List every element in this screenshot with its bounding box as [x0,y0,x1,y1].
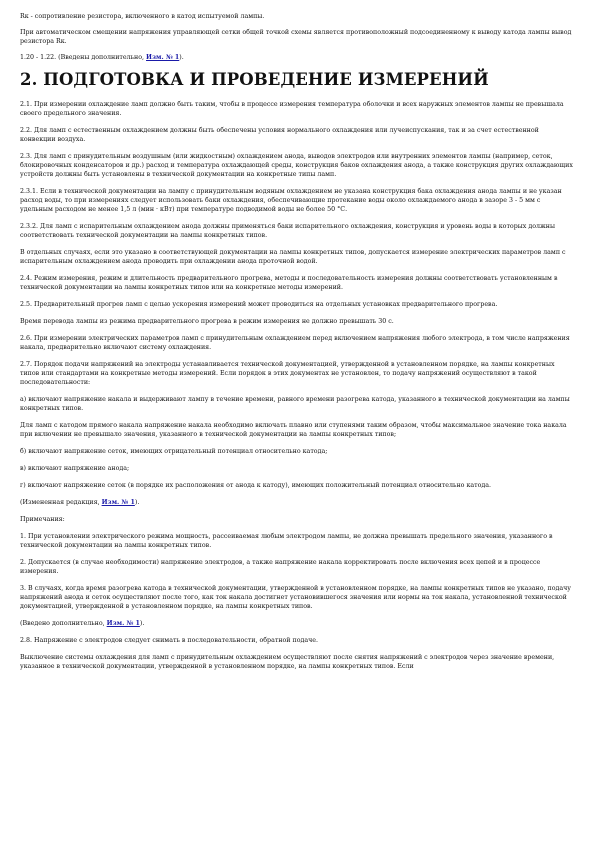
paragraph: 2.8. Напряжение с электродов следует снимать в последовательности, обратной подаче. [20,637,319,644]
change-prefix: (Введено дополнительно, [20,620,107,627]
notes-title: Примечания: [20,516,65,523]
paragraph: В отдельных случаях, если это указано в соответствующей документации на лампы конкретных типов, допускается измерение электрических параметров ламп с испарительным охлаждением анода проводить при охлаждении анода проточной водой. [20,249,566,265]
change-prefix: 1.20 - 1.22. (Введены дополнительно, [20,54,147,61]
change-prefix: (Измененная редакция, [20,499,102,506]
paragraph: Время перевода лампы из режима предварительного прогрева в режим измерения не должно превышать 30 с. [20,318,394,325]
intro-line-2: При автоматическом смещении напряжения управляющей сетки общей точкой схемы является противоположный подсоединенному к выводу катода лампы вывод резистора Rк. [20,29,572,45]
note-item: 1. При установлении электрического режима мощность, рассеиваемая любым электродом лампы, не должна превышать предельного значения, указанного в технической документации на лампы конкретных типов. [20,533,553,549]
paragraph: 2.3.1. Если в технической документации на лампу с принудительным водяным охлаждением не указана конструкция бака охлаждения анода лампы и не указан расход воды, то при измерениях следует использовать баки охлаждения, обеспечивающие протекание воды около охлаждаемого анода в зазоре 3 - 5 мм с удельным расходом не менее 1,5 л (мин · кВт) при температуре подводимой воды не более 50 °С. [20,188,562,213]
paragraph: 2.1. При измерении охлаждение ламп должно быть таким, чтобы в процессе измерения температура оболочки и всех наружных элементов лампы не превышала своего предельного значения. [20,101,564,117]
note-item: 2. Допускается (в случае необходимости) напряжение электродов, а также напряжение накала корректировать после включения всех цепей и в процессе измерения. [20,559,541,575]
section-body-b [20,636,575,671]
change-suffix: ). [139,620,145,627]
change-note-2 [20,619,575,628]
intro-change-note [20,53,575,62]
paragraph: б) включают напряжение сеток, имеющих отрицательный потенциал относительно катода; [20,448,328,455]
intro-line-1: Rк - сопротивление резистора, включенного в катод испытуемой лампы. [20,13,265,20]
section-heading: 2. ПОДГОТОВКА И ПРОВЕДЕНИЕ ИЗМЕРЕНИЙ [20,70,489,89]
paragraph: 2.3.2. Для ламп с испарительным охлаждением анода должны применяться баки испарительного охлаждения, конструкция и уровень воды в которых должны соответствовать технической документации на лампы конкретных типов. [20,223,555,239]
change-link[interactable]: Изм. № 1 [146,54,180,61]
paragraph: Для ламп с катодом прямого накала напряжение накала необходимо включать плавно или ступенями таким образом, чтобы максимальное значение тока накала при включении не превышало значения, указанного в технической документации на лампы конкретных типов; [20,422,567,438]
change-link[interactable]: Изм. № 1 [106,620,140,627]
change-suffix: ). [134,499,140,506]
paragraph: 2.2. Для ламп с естественным охлаждением должны быть обеспечены условия нормального охлаждения или лучеиспускания, так и за счет естественной конвекции воздуха. [20,127,539,143]
change-link[interactable]: Изм. № 1 [101,499,135,506]
paragraph: г) включают напряжение сеток (в порядке их расположения от анода к катоду), имеющих положительный потенциал относительно катода. [20,482,492,489]
change-note-1 [20,498,575,507]
paragraph: 2.3. Для ламп с принудительным воздушным (или жидкостным) охлаждением анода, выводов электродов или внутренних элементов лампы (например, сеток, блокировочных конденсаторов и др.) расход и температура охлаждающей среды, конструкция баков охлаждения анода, а также конструкция других охлаждающих устройств должны быть установлены в технической документации на конкретные типы ламп. [20,153,573,178]
notes-list [20,532,575,611]
paragraph: Выключение системы охлаждения для ламп с принудительным охлаждением осуществляют после снятия напряжений с электродов через значение времени, указанное в технической документации, утвержденной в установленном порядке, на лампы конкретных типов. Если [20,654,555,670]
paragraph: 2.4. Режим измерения, режим и длительность предварительного прогрева, методы и последовательность измерения должны соответствовать установленным в технической документации на лампы конкретных типов или на конкретные методы измерений. [20,275,558,291]
paragraph: а) включают напряжение накала и выдерживают лампу в течение времени, равного времени разогрева катода, указанного в технической документации на лампы конкретных типов. [20,396,570,412]
section-body-a [20,100,575,490]
paragraph: 2.7. Порядок подачи напряжений на электроды устанавливается технической документацией, утвержденной в установленном порядке, на лампы конкретных типов или стандартами на конкретные методы измерений. Если порядок в этих документах не установлен, то подачу напряжений осуществляют в такой последовательности: [20,361,555,386]
paragraph: 2.5. Предварительный прогрев ламп с целью ускорения измерений может проводиться на отдельных установках предварительного прогрева. [20,301,498,308]
change-suffix: ). [179,54,184,61]
paragraph: 2.6. При измерении электрических параметров ламп с принудительным охлаждением перед включением напряжения любого электрода, в том числе напряжения накала, предварительно включают систему охлаждения. [20,335,570,351]
note-item: 3. В случаях, когда время разогрева катода в технической документации, утвержденной в установленном порядке, на лампы конкретных типов не указано, подачу напряжений анода и сеток осуществляют после того, как ток накала достигнет установившегося значения или нормы на ток накала, установленной технической документацией, утвержденной в установленном порядке, на лампы конкретных типов. [20,585,572,610]
paragraph: в) включают напряжение анода; [20,465,130,472]
